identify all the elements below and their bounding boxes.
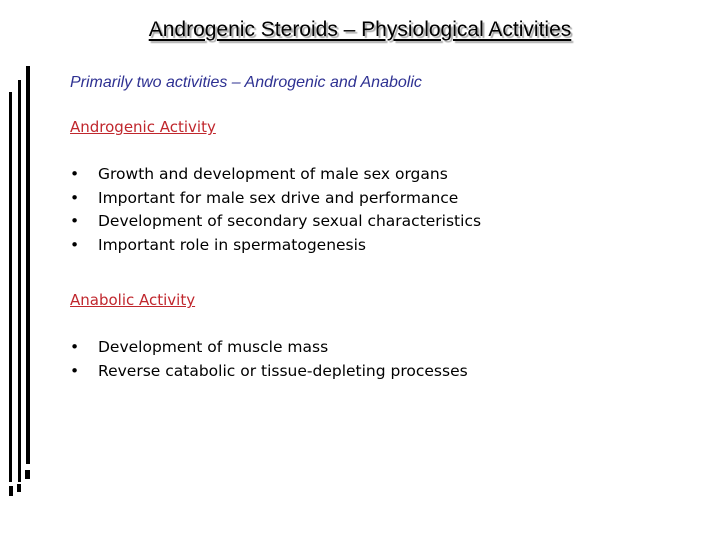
list-item <box>70 360 468 384</box>
list-item <box>70 163 481 187</box>
bullet-icon: • <box>70 338 80 356</box>
list-item-text: Important role in spermatogenesis <box>98 235 367 254</box>
list-item-text: Important for male sex drive and performance <box>98 188 459 207</box>
list-item <box>70 210 481 234</box>
list-item <box>70 187 481 211</box>
decorative-left-bars <box>0 0 40 540</box>
list-item-text: Reverse catabolic or tissue-depleting processes <box>98 361 468 380</box>
decorative-bar <box>18 80 21 482</box>
slide-subtitle: Primarily two activities – Androgenic and Anabolic <box>70 74 422 91</box>
decorative-bar <box>9 92 12 482</box>
list-item-text: Development of secondary sexual characteristics <box>98 212 482 230</box>
list-item <box>70 234 481 258</box>
bullet-icon: • <box>70 188 80 207</box>
anabolic-activity-heading: Anabolic Activity <box>70 291 196 309</box>
list-item <box>70 336 468 360</box>
bullet-icon: • <box>70 361 80 380</box>
slide-title: Androgenic Steroids – Physiological Activities <box>148 18 572 41</box>
androgenic-activity-heading: Androgenic Activity <box>70 118 216 136</box>
anabolic-activity-list <box>70 336 468 383</box>
bullet-icon: • <box>70 165 80 183</box>
decorative-bar <box>9 486 13 496</box>
list-item-text: Development of muscle mass <box>98 338 329 356</box>
decorative-bar <box>17 484 21 492</box>
androgenic-activity-list <box>70 163 481 257</box>
list-item-text: Growth and development of male sex organs <box>98 165 448 183</box>
bullet-icon: • <box>70 212 80 230</box>
bullet-icon: • <box>70 235 80 254</box>
decorative-bar <box>25 470 30 479</box>
decorative-bar <box>26 66 30 464</box>
